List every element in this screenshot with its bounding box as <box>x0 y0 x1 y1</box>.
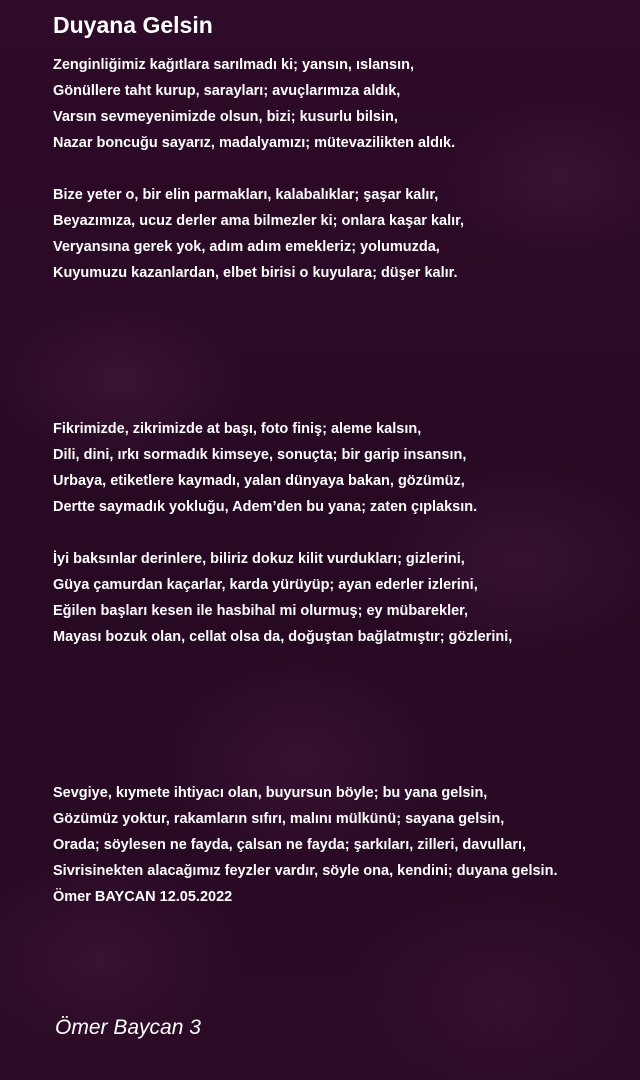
poem-line: Gözümüz yoktur, rakamların sıfırı, malını mülkünü; sayana gelsin, <box>53 811 505 827</box>
stanza-3 <box>53 416 613 520</box>
stanza-1 <box>53 52 613 156</box>
poem-line: Mayası bozuk olan, cellat olsa da, doğuştan bağlatmıştır; gözlerini, <box>53 629 513 645</box>
poem-line: Sivrisinekten alacağımız feyzler vardır, söyle ona, kendini; duyana gelsin. <box>53 863 558 879</box>
author-footer-link[interactable]: Ömer Baycan 3 <box>55 1016 201 1039</box>
poem-line: Kuyumuzu kazanlardan, elbet birisi o kuyulara; düşer kalır. <box>53 265 458 281</box>
stanza-5 <box>53 780 613 910</box>
poem-line: Dili, dini, ırkı sormadık kimseye, sonuçta; bir garip insansın, <box>53 447 467 463</box>
poem-line: Dertte saymadık yokluğu, Adem’den bu yana; zaten çıplaksın. <box>53 499 478 515</box>
poem-body <box>53 52 613 910</box>
poem-line: Orada; söylesen ne fayda, çalsan ne fayda; şarkıları, zilleri, davulları, <box>53 837 527 853</box>
poem-line: Fikrimizde, zikrimizde at başı, foto finiş; aleme kalsın, <box>53 421 422 437</box>
poem-line: Nazar boncuğu sayarız, madalyamızı; mütevazilikten aldık. <box>53 135 456 151</box>
poem-title: Duyana Gelsin <box>53 12 213 38</box>
poem-line: Bize yeter o, bir elin parmakları, kalabalıklar; şaşar kalır, <box>53 187 439 203</box>
poem-line: Veryansına gerek yok, adım adım emekleriz; yolumuzda, <box>53 239 440 255</box>
poem-line: Sevgiye, kıymete ihtiyacı olan, buyursun böyle; bu yana gelsin, <box>53 785 488 801</box>
poem-line: Beyazımıza, ucuz derler ama bilmezler ki; onlara kaşar kalır, <box>53 213 465 229</box>
poem-line: Zenginliğimiz kağıtlara sarılmadı ki; yansın, ıslansın, <box>53 57 414 73</box>
poem-line: Güya çamurdan kaçarlar, karda yürüyüp; ayan ederler izlerini, <box>53 577 478 593</box>
poem-line: Eğilen başları kesen ile hasbihal mi olurmuş; ey mübarekler, <box>53 603 469 619</box>
poem-line: Urbaya, etiketlere kaymadı, yalan dünyaya bakan, gözümüz, <box>53 473 465 489</box>
poem-line: Varsın sevmeyenimizde olsun, bizi; kusurlu bilsin, <box>53 109 398 125</box>
poem-line: İyi baksınlar derinlere, biliriz dokuz kilit vurdukları; gizlerini, <box>53 551 465 567</box>
stanza-2 <box>53 182 613 286</box>
poem-signature: Ömer BAYCAN 12.05.2022 <box>53 889 233 905</box>
stanza-4 <box>53 546 613 650</box>
poem-line: Gönüllere taht kurup, sarayları; avuçlarımıza aldık, <box>53 83 401 99</box>
